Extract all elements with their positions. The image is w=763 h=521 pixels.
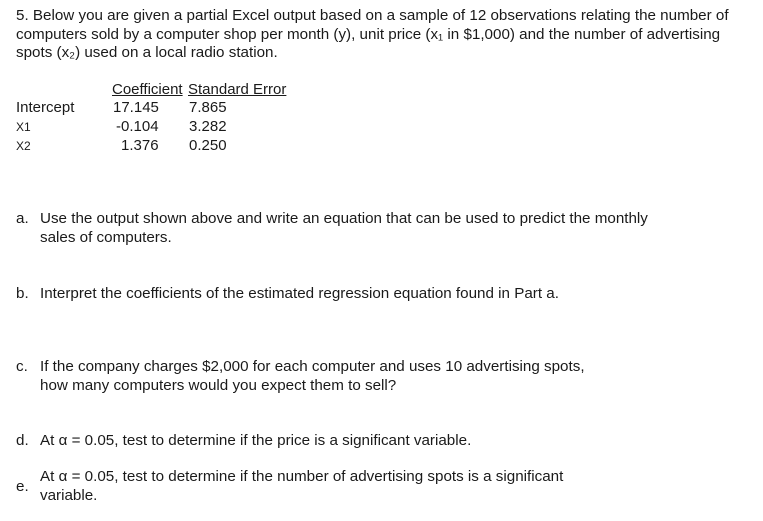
row-label-intercept: Intercept	[16, 99, 75, 116]
std-error-x2: 0.250	[189, 137, 227, 154]
question-text: Use the output shown above and write an equation that can be used to predict the monthly sales of computers.	[40, 210, 648, 246]
question-letter: d.	[16, 432, 29, 449]
header-standard-error: Standard Error	[188, 81, 287, 98]
question-letter: c.	[16, 358, 28, 375]
coefficient-x1: -0.104	[116, 118, 159, 135]
question-text: Interpret the coefficients of the estimated regression equation found in Part a.	[40, 285, 559, 302]
std-error-x1: 3.282	[189, 118, 227, 135]
header-coefficient: Coefficient	[112, 81, 183, 98]
coefficient-x2: 1.376	[121, 137, 159, 154]
std-error-intercept: 7.865	[189, 99, 227, 116]
row-label-x2: X2	[16, 139, 31, 153]
question-letter: e.	[16, 478, 29, 495]
question-letter: a.	[16, 210, 29, 227]
question-text: At α = 0.05, test to determine if the price is a significant variable.	[40, 432, 472, 449]
problem-intro: 5. Below you are given a partial Excel output based on a sample of 12 observations relating the number of computers sold by a computer shop per month (y), unit price (x₁ in $1,000) and the number of advertising spots (x₂) used on a local radio station.	[16, 7, 729, 61]
row-label-x1: X1	[16, 120, 31, 134]
coefficient-intercept: 17.145	[113, 99, 159, 116]
question-text: At α = 0.05, test to determine if the number of advertising spots is a significant variable.	[40, 468, 564, 504]
question-letter: b.	[16, 285, 29, 302]
question-text: If the company charges $2,000 for each computer and uses 10 advertising spots, how many computers would you expect them to sell?	[40, 358, 585, 394]
